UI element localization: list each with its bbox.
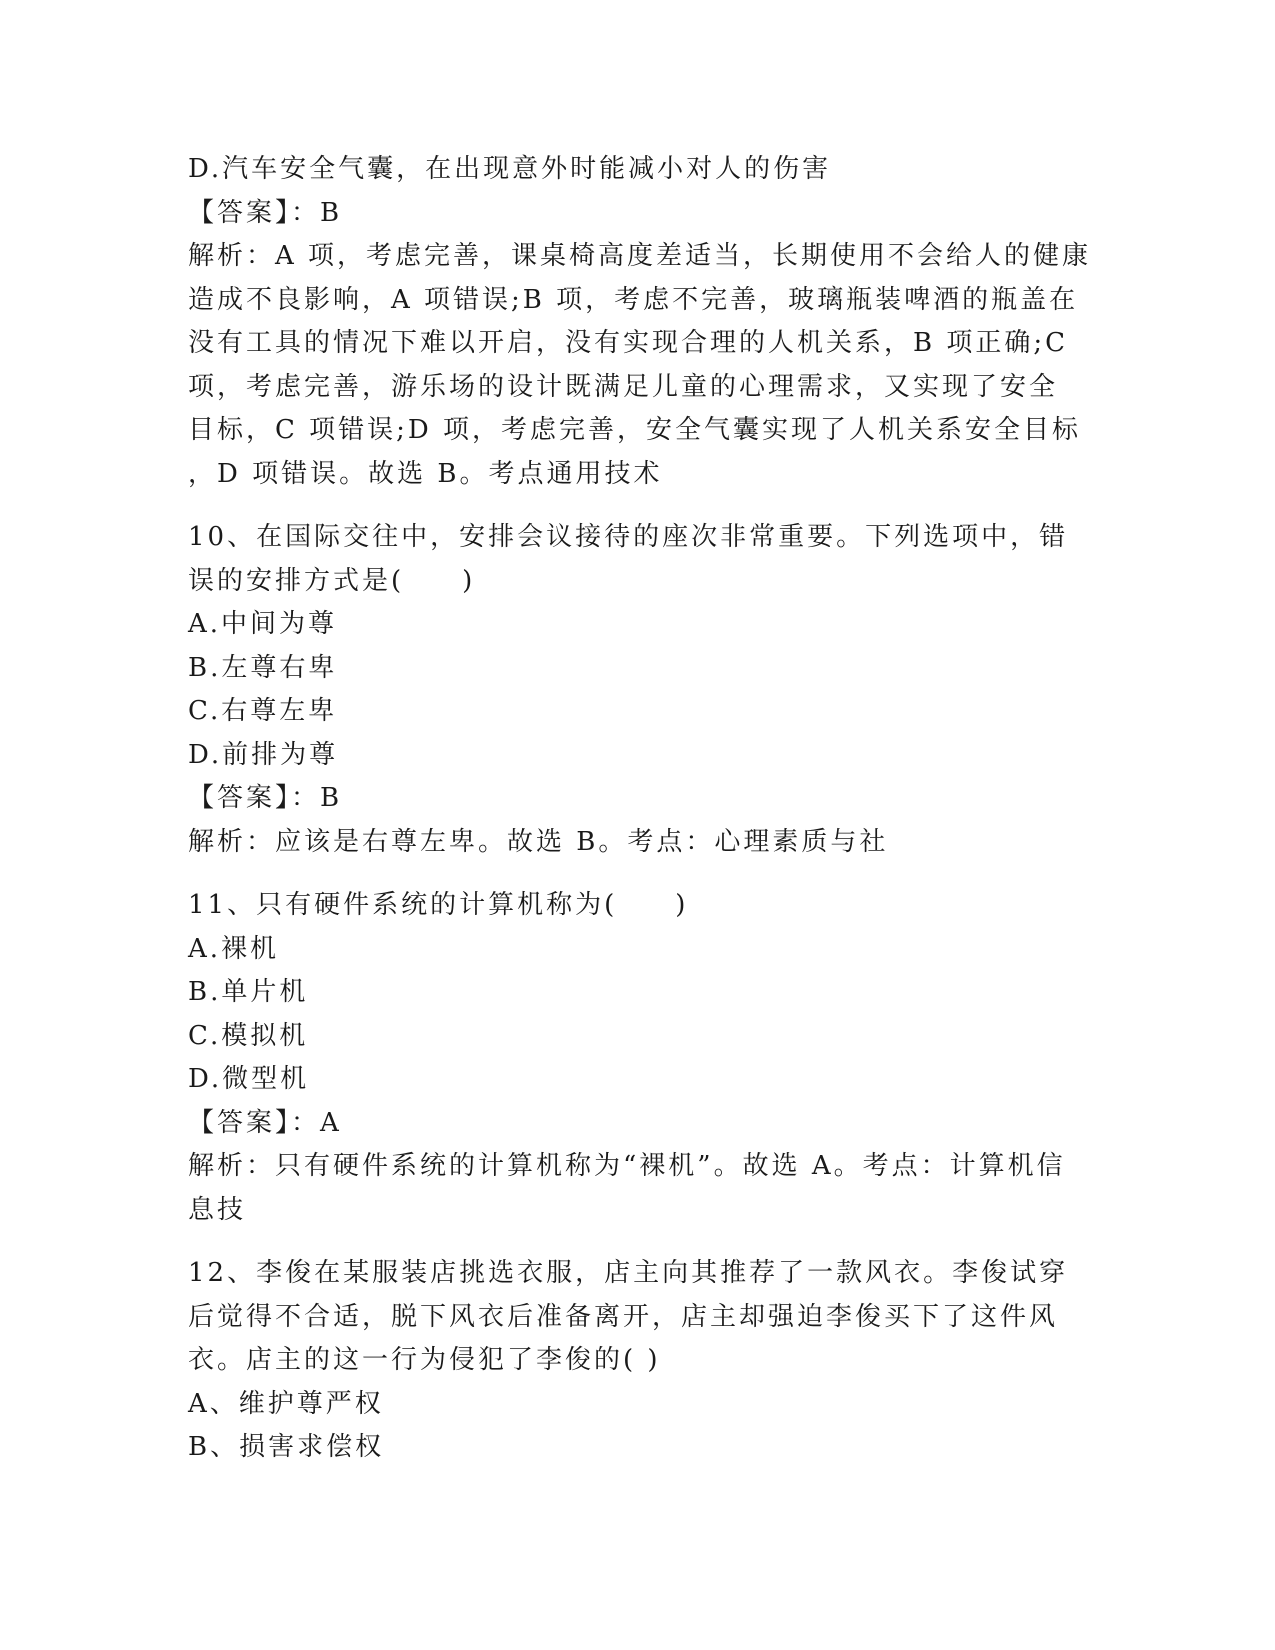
question-11	[188, 884, 1088, 1232]
option-b: B.左尊右卑	[188, 652, 338, 683]
spacer	[188, 864, 1088, 884]
document-body	[188, 148, 1092, 1470]
question-text: 10、在国际交往中，安排会议接待的座次非常重要。下列选项中，错	[188, 522, 1069, 552]
question-9-tail	[188, 148, 1092, 496]
analysis-line: 解析：只有硬件系统的计算机称为“裸机”。故选 A。考点：计算机信	[188, 1151, 1066, 1181]
question-text: 后觉得不合适，脱下风衣后准备离开，店主却强迫李俊买下了这件风	[188, 1301, 1059, 1332]
option-b: B.单片机	[188, 977, 309, 1007]
spacer	[188, 496, 1088, 516]
analysis-line: 息技	[188, 1194, 247, 1225]
option-c: C.右尊左卑	[188, 696, 338, 726]
spacer	[188, 1232, 1088, 1252]
question-text: 误的安排方式是( )	[188, 565, 476, 596]
question-text: 11、只有硬件系统的计算机称为( )	[188, 890, 689, 920]
analysis-line: ，D 项错误。故选 B。考点通用技术	[188, 458, 663, 489]
analysis-line: 目标，C 项错误;D 项，考虑完善，安全气囊实现了人机关系安全目标	[188, 415, 1082, 445]
question-text: 衣。店主的这一行为侵犯了李俊的( )	[188, 1345, 661, 1375]
question-10	[188, 516, 1088, 864]
question-text: 12、李俊在某服装店挑选衣服，店主向其推荐了一款风衣。李俊试穿	[188, 1258, 1069, 1288]
option-a: A、维护尊严权	[188, 1388, 384, 1419]
option-c: C.模拟机	[188, 1020, 309, 1051]
analysis-line: 造成不良影响，A 项错误;B 项，考虑不完善，玻璃瓶装啤酒的瓶盖在	[188, 284, 1079, 315]
option-a: A.裸机	[188, 933, 280, 964]
option-a: A.中间为尊	[188, 609, 338, 639]
analysis-line: 没有工具的情况下难以开启，没有实现合理的人机关系，B 项正确;C	[188, 328, 1069, 358]
analysis-line: 解析：应该是右尊左卑。故选 B。考点：心理素质与社	[188, 826, 889, 857]
analysis-line: 解析：A 项，考虑完善，课桌椅高度差适当，长期使用不会给人的健康	[188, 241, 1092, 271]
answer-line: 【答案】：A	[188, 1107, 342, 1138]
option-d: D.微型机	[188, 1064, 310, 1094]
option-d: D.前排为尊	[188, 739, 339, 770]
answer-line: 【答案】：B	[188, 197, 343, 228]
question-12	[188, 1252, 1088, 1470]
answer-line: 【答案】：B	[188, 783, 343, 813]
option-d: D.汽车安全气囊，在出现意外时能减小对人的伤害	[188, 154, 832, 184]
analysis-line: 项，考虑完善，游乐场的设计既满足儿童的心理需求，又实现了安全	[188, 371, 1059, 402]
option-b: B、损害求偿权	[188, 1432, 385, 1462]
